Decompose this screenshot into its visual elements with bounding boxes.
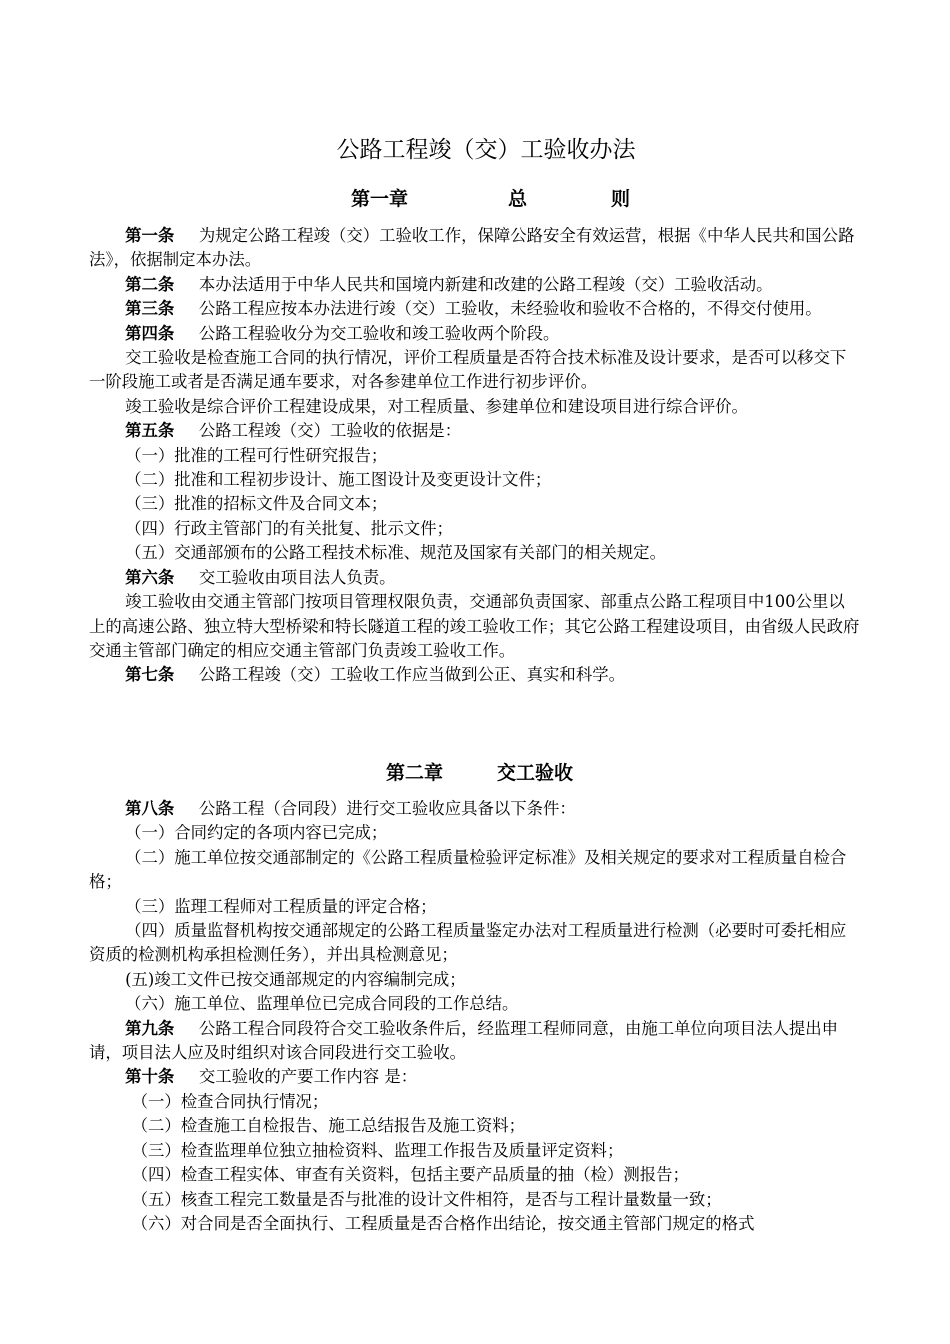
list-item: （一）批准的工程可行性研究报告； (125, 445, 388, 465)
list-item: （二）施工单位按交通部制定的《公路工程质量检验评定标准》及相关规定的要求对工程质量自检合格； (89, 847, 847, 892)
list-item: （三）批准的招标文件及合同文本； (125, 494, 388, 514)
list-item: （一）检查合同执行情况； (131, 1091, 329, 1111)
article-2: 第二条 本办法适用于中华人民共和国境内新建和改建的公路工程竣（交）工验收活动。 (125, 274, 773, 294)
document-title: 公路工程竣（交）工验收办法 (336, 137, 636, 163)
chapter-1-body (89, 224, 861, 688)
article-8: 第八条 公路工程（合同段）进行交工验收应具备以下条件： (125, 799, 576, 818)
list-item: （六）对合同是否全面执行、工程质量是否合格作出结论，按交通主管部门规定的格式 (131, 1213, 755, 1233)
list-item: (五)竣工文件已按交通部规定的内容编制完成； (125, 969, 466, 989)
article-9: 第九条 公路工程合同段符合交工验收条件后，经监理工程师同意，由施工单位向项目法人提出申请，项目法人应及时组织对该合同段进行交工验收。 (89, 1018, 839, 1063)
article-4: 第四条 公路工程验收分为交工验收和竣工验收两个阶段。 (125, 323, 560, 343)
chapter-1-name-part-2: 则 (611, 188, 631, 210)
chapter-2-name: 交工验收 (497, 762, 574, 784)
article-3: 第三条 公路工程应按本办法进行竣（交）工验收，未经验收和验收不合格的，不得交付使用。 (125, 299, 822, 319)
list-item: （三）检查监理单位独立抽检资料、监理工作报告及质量评定资料； (131, 1140, 624, 1160)
chapter-1-number: 第一章 (351, 188, 409, 210)
paragraph: 交工验收是检查施工合同的执行情况，评价工程质量是否符合技术标准及设计要求，是否可以移交下一阶段施工或者是否满足通车要求，对各参建单位工作进行初步评价。 (89, 348, 847, 392)
article-1: 第一条 为规定公路工程竣（交）工验收工作，保障公路安全有效运营，根据《中华人民共和国公路法》，依据制定本办法。 (89, 226, 855, 270)
list-item: （二）批准和工程初步设计、施工图设计及变更设计文件； (125, 470, 552, 490)
chapter-2-heading (0, 758, 950, 788)
paragraph: 竣工验收由交通主管部门按项目管理权限负责，交通部负责国家、部重点公路工程项目中100公里以上的高速公路、独立特大型桥梁和特长隧道工程的竣工验收工作；其它公路工程建设项目，由省级人民政府交通主管部门确定的相应交通主管部门负责竣工验收工作。 (89, 592, 860, 660)
list-item: （五）核查工程完工数量是否与批准的设计文件相符，是否与工程计量数量一致； (131, 1189, 722, 1209)
list-item: （六）施工单位、监理单位已完成合同段的工作总结。 (125, 994, 519, 1014)
list-item: （四）行政主管部门的有关批复、批示文件； (125, 518, 453, 538)
list-item: （一）合同约定的各项内容已完成； (125, 823, 388, 843)
list-item: （二）检查施工自检报告、施工总结报告及施工资料； (131, 1116, 525, 1136)
chapter-1-name-part-1: 总 (508, 188, 528, 210)
list-item: （四）检查工程实体、审查有关资料，包括主要产品质量的抽（检）测报告； (131, 1165, 689, 1185)
list-item: （五）交通部颁布的公路工程技术标准、规范及国家有关部门的相关规定。 (125, 543, 666, 563)
chapter-2-body (89, 797, 861, 1236)
article-5: 第五条 公路工程竣（交）工验收的依据是： (125, 421, 462, 441)
article-10: 第十条 交工验收的产要工作内容 是： (125, 1067, 418, 1087)
list-item: （三）监理工程师对工程质量的评定合格； (125, 896, 437, 916)
article-7: 第七条 公路工程竣（交）工验收工作应当做到公正、真实和科学。 (125, 665, 625, 685)
paragraph: 竣工验收是综合评价工程建设成果，对工程质量、参建单位和建设项目进行综合评价。 (125, 396, 748, 416)
article-6: 第六条 交工验收由项目法人负责。 (125, 567, 396, 587)
chapter-1-heading (0, 184, 950, 214)
list-item: （四）质量监督机构按交通部规定的公路工程质量鉴定办法对工程质量进行检测（必要时可委托相应资质的检测机构承担检测任务），并出具检测意见； (89, 921, 847, 965)
chapter-2-number: 第二章 (386, 762, 444, 784)
